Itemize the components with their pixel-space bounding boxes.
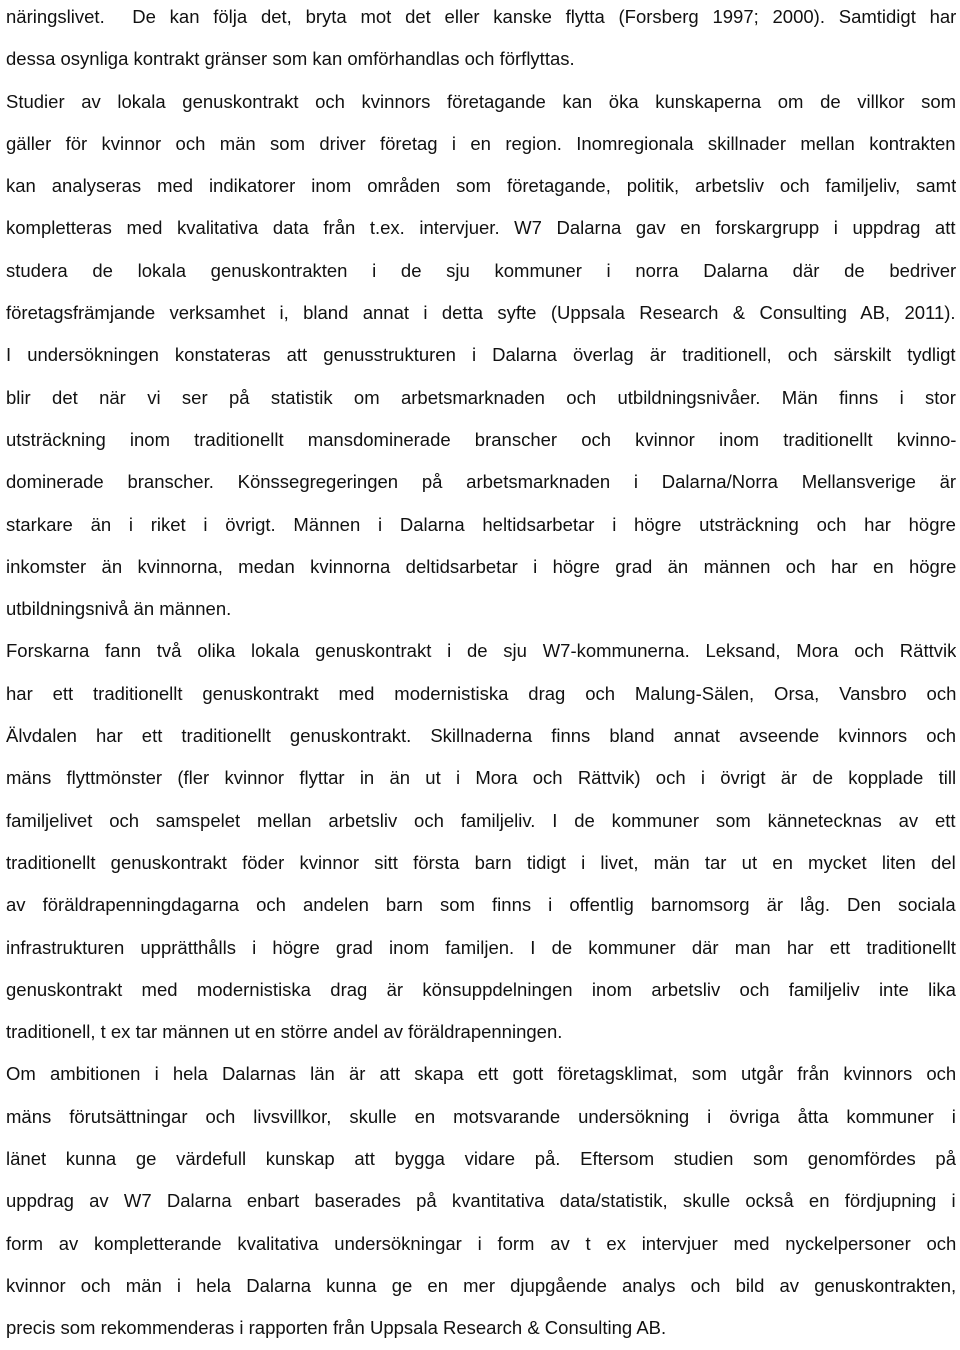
text-line: dominerade branscher. Könssegregeringen på arbetsmarknaden i Dalarna/Norra Mellansverige är [6, 471, 956, 493]
text-line: studera de lokala genuskontrakten i de sju kommuner i norra Dalarna där de bedriver [6, 259, 956, 281]
text-line: blir det när vi ser på statistik om arbetsmarknaden och utbildningsnivåer. Män finns i stor [6, 386, 956, 408]
text-line: mäns förutsättningar och livsvillkor, skulle en motsvarande undersökning i övriga åtta kommuner i [6, 1105, 956, 1127]
text-line: näringslivet. De kan följa det, bryta mot det eller kanske flytta (Forsberg 1997; 2000). Samtidigt har [6, 6, 956, 27]
document-page [6, 0, 956, 1350]
text-line: traditionellt genuskontrakt föder kvinnor sitt första barn tidigt i livet, män tar ut en mycket liten del [6, 851, 956, 873]
text-line: Forskarna fann två olika lokala genuskontrakt i de sju W7-kommunerna. Leksand, Mora och Rättvik [6, 640, 956, 662]
text-line: kvinnor och män i hela Dalarna kunna ge en mer djupgående analys och bild av genuskontrakten, [6, 1274, 956, 1296]
text-line: familjelivet och samspelet mellan arbetsliv och familjeliv. I de kommuner som kännetecknas av ett [6, 809, 956, 831]
body-text [6, 0, 956, 1350]
text-line: uppdrag av W7 Dalarna enbart baserades på kvantitativa data/statistik, skulle också en fördjupning i [6, 1190, 956, 1212]
text-line: Om ambitionen i hela Dalarnas län är att skapa ett gott företagsklimat, som utgår från kvinnors och [6, 1063, 956, 1085]
text-line: kan analyseras med indikatorer inom områden som företagande, politik, arbetsliv och familjeliv, samt [6, 175, 956, 197]
text-line: har ett traditionellt genuskontrakt med modernistiska drag och Malung-Sälen, Orsa, Vansbro och [6, 682, 956, 704]
text-line: Älvdalen har ett traditionellt genuskontrakt. Skillnaderna finns bland annat avseende kvinnors och [6, 725, 956, 747]
text-line: I undersökningen konstateras att genusstrukturen i Dalarna överlag är traditionell, och särskilt tydligt [6, 344, 956, 366]
text-line: genuskontrakt med modernistiska drag är könsuppdelningen inom arbetsliv och familjeliv inte lika [6, 978, 956, 1000]
text-line: mäns flyttmönster (fler kvinnor flyttar in än ut i Mora och Rättvik) och i övrigt är de kopplade till [6, 767, 956, 789]
text-line: utsträckning inom traditionellt mansdominerade branscher och kvinnor inom traditionellt kvinno- [6, 428, 956, 450]
text-line: dessa osynliga kontrakt gränser som kan omförhandlas och förflyttas. [6, 48, 575, 70]
text-line: starkare än i riket i övrigt. Männen i Dalarna heltidsarbetar i högre utsträckning och har högre [6, 513, 956, 535]
text-line: infrastrukturen upprätthålls i högre grad inom familjen. I de kommuner där man har ett traditionellt [6, 936, 956, 958]
text-line: utbildningsnivå än männen. [6, 598, 232, 620]
text-line: kompletteras med kvalitativa data från t.ex. intervjuer. W7 Dalarna gav en forskargrupp i uppdrag att [6, 217, 956, 239]
text-line: länet kunna ge värdefull kunskap att bygga vidare på. Eftersom studien som genomfördes på [6, 1148, 956, 1170]
text-line: inkomster än kvinnorna, medan kvinnorna deltidsarbetar i högre grad än männen och har en högre [6, 555, 956, 577]
text-line: traditionell, t ex tar männen ut en större andel av föräldrapenningen. [6, 1021, 563, 1043]
text-line: form av kompletterande kvalitativa undersökningar i form av t ex intervjuer med nyckelpersoner och [6, 1232, 956, 1254]
text-line: Studier av lokala genuskontrakt och kvinnors företagande kan öka kunskaperna om de villkor som [6, 90, 956, 112]
text-line: precis som rekommenderas i rapporten från Uppsala Research & Consulting AB. [6, 1317, 667, 1339]
text-line: av föräldrapenningdagarna och andelen barn som finns i offentlig barnomsorg är låg. Den sociala [6, 894, 956, 916]
text-line: företagsfrämjande verksamhet i, bland annat i detta syfte (Uppsala Research & Consulting AB, 2011). [6, 302, 956, 324]
text-line: gäller för kvinnor och män som driver företag i en region. Inomregionala skillnader mellan kontrakten [6, 132, 956, 154]
